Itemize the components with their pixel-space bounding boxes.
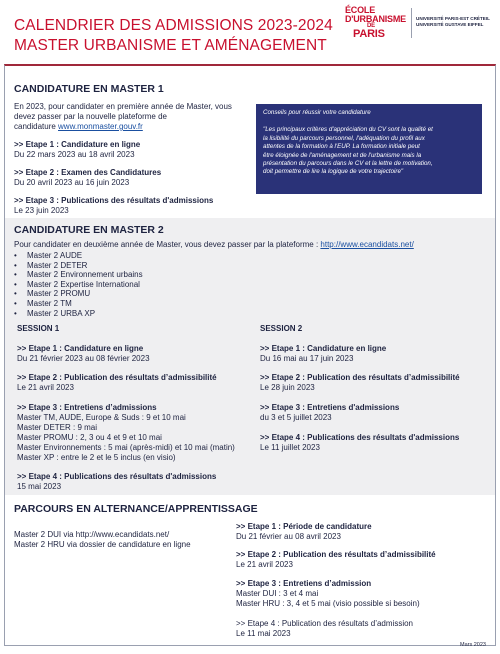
session1-step4: >> Etape 4 : Publications des résultats d'admissions — [17, 472, 217, 481]
session2-step3-detail: du 3 et 5 juillet 2023 — [260, 413, 332, 422]
master1-step1: >> Etape 1 : Candidature en ligne — [14, 140, 141, 149]
alternance-dui: Master 2 DUI via http://www.ecandidats.net/ — [14, 530, 170, 539]
session1-step2: >> Etape 2 : Publication des résultats d’admissibilité — [17, 373, 217, 382]
master1-step2-detail: Du 20 avril 2023 au 16 juin 2023 — [14, 178, 130, 187]
master1-intro-line1: En 2023, pour candidater en première année de Master, vous — [14, 102, 232, 111]
alternance-step4-detail: Le 11 mai 2023 — [236, 629, 291, 638]
alternance-step2-detail: Le 21 avril 2023 — [236, 560, 293, 569]
ecandidats-link[interactable]: http://www.ecandidats.net/ — [320, 240, 414, 249]
master2-intro-prefix: Pour candidater en deuxième année de Master, vous devez passer par la plateforme : — [14, 240, 321, 249]
session1-step2-detail: Le 21 avril 2023 — [17, 383, 74, 392]
session2-step3: >> Etape 3 : Entretiens d'admissions — [260, 403, 400, 412]
page-title-line1: CALENDRIER DES ADMISSIONS 2023-2024 — [14, 17, 333, 34]
session1-step3-line: Master DETER : 9 mai — [17, 423, 98, 432]
master1-step1-detail: Du 22 mars 2023 au 18 avril 2023 — [14, 150, 135, 159]
logo-wordmark — [345, 6, 407, 39]
logo-urbanisme: D'URBANISME — [345, 13, 406, 24]
page-title-line2: MASTER URBANISME ET AMÉNAGEMENT — [14, 37, 327, 54]
master1-intro-line3 — [14, 122, 143, 132]
master2-heading: CANDIDATURE EN MASTER 2 — [14, 224, 164, 236]
master2-list — [14, 251, 143, 318]
logo-de: DE — [367, 23, 375, 29]
master1-intro-line2: devez passer par la nouvelle plateforme de — [14, 112, 167, 121]
logo-univ1: UNIVERSITÉ PARIS-EST CRÉTEIL — [416, 16, 490, 21]
master1-intro-prefix: candidature — [14, 122, 59, 131]
monmaster-link[interactable]: www.monmaster.gouv.fr — [58, 122, 143, 131]
session1-step3-line: Master Environnements : 5 mai (après-midi) et 10 mai (matin) — [17, 443, 235, 452]
alternance-step1: >> Etape 1 : Période de candidature — [236, 522, 372, 531]
tips-line: "Les principaux critères d'appréciation du CV sont la qualité et — [263, 126, 433, 134]
session1-step1-detail: Du 21 février 2023 au 08 février 2023 — [17, 354, 150, 363]
tips-line: attentes de la formation à l'EUP. La formation initiale peut — [263, 143, 420, 151]
session1-heading: SESSION 1 — [17, 324, 60, 333]
alternance-heading: PARCOURS EN ALTERNANCE/APPRENTISSAGE — [14, 503, 258, 515]
logo-paris: PARIS — [353, 28, 385, 40]
master1-step2: >> Etape 2 : Examen des Candidatures — [14, 168, 162, 177]
logo-univ2: UNIVERSITÉ GUSTAVE EIFFEL — [416, 22, 484, 27]
session2-step1-detail: Du 16 mai au 17 juin 2023 — [260, 354, 354, 363]
list-item: • Master 2 TM — [14, 299, 143, 309]
session1-step3-line: Master XP : entre le 2 et le 5 inclus (en visio) — [17, 453, 176, 462]
alternance-step2: >> Etape 2 : Publication des résultats d’admissibilité — [236, 550, 436, 559]
logo-universities — [416, 16, 490, 28]
tips-line: la lisibilité du parcours personnel, l'adéquation du profil aux — [263, 134, 425, 142]
tips-line: présentation du parcours dans le CV et la lettre de motivation, — [263, 160, 433, 168]
alternance-step4: >> Etape 4 : Publication des résultats d’admission — [236, 619, 413, 628]
list-item: • Master 2 URBA XP — [14, 309, 143, 319]
alternance-step1-detail: Du 21 février au 08 avril 2023 — [236, 532, 341, 541]
session1-step3-line: Master PROMU : 2, 3 ou 4 et 9 et 10 mai — [17, 433, 162, 442]
list-item: • Master 2 DETER — [14, 261, 143, 271]
master1-heading: CANDIDATURE EN MASTER 1 — [14, 83, 164, 95]
session2-step2-detail: Le 28 juin 2023 — [260, 383, 315, 392]
master1-step3: >> Etape 3 : Publications des résultats d'admissions — [14, 196, 214, 205]
session1-step3-line: Master TM, AUDE, Europe & Suds : 9 et 10 mai — [17, 413, 186, 422]
school-logo — [345, 6, 495, 42]
tips-line: doit permettre de lire la logique de votre trajectoire" — [263, 168, 404, 176]
logo-divider — [411, 8, 412, 38]
alternance-hru: Master 2 HRU via dossier de candidature en ligne — [14, 540, 191, 549]
tips-line: être éloignée de l'aménagement et de l'urbanisme mais la — [263, 151, 422, 159]
page-title — [14, 16, 344, 56]
footer-date: Mars 2023 — [460, 642, 486, 648]
session2-step2: >> Etape 2 : Publication des résultats d’admissibilité — [260, 373, 460, 382]
session1-step4-detail: 15 mai 2023 — [17, 482, 62, 491]
list-item: • Master 2 PROMU — [14, 289, 143, 299]
session2-step1: >> Etape 1 : Candidature en ligne — [260, 344, 387, 353]
list-item: • Master 2 Expertise International — [14, 280, 143, 290]
alternance-step3-dui: Master DUI : 3 et 4 mai — [236, 589, 319, 598]
logo-ecole: ÉCOLE — [345, 5, 376, 15]
master1-step3-detail: Le 23 juin 2023 — [14, 206, 69, 215]
session2-step4-detail: Le 11 juillet 2023 — [260, 443, 320, 452]
list-item: • Master 2 AUDE — [14, 251, 143, 261]
alternance-step3: >> Etape 3 : Entretiens d’admission — [236, 579, 372, 588]
list-item: • Master 2 Environnement urbains — [14, 270, 143, 280]
tips-box — [256, 104, 482, 194]
session2-step4: >> Etape 4 : Publications des résultats d'admissions — [260, 433, 460, 442]
tips-title: Conseils pour réussir votre candidature — [263, 109, 371, 116]
session2-heading: SESSION 2 — [260, 324, 303, 333]
alternance-step3-hru: Master HRU : 3, 4 et 5 mai (visio possible si besoin) — [236, 599, 420, 608]
session1-step3: >> Etape 3 : Entretiens d’admissions — [17, 403, 157, 412]
master2-intro — [14, 240, 414, 250]
session1-step1: >> Etape 1 : Candidature en ligne — [17, 344, 144, 353]
